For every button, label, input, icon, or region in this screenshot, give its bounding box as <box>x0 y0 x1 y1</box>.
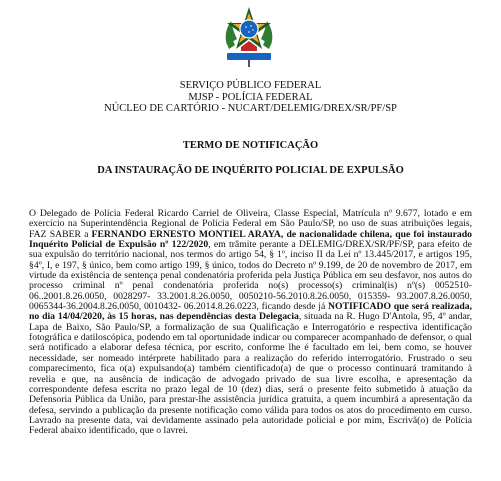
header-line-3: NÚCLEO DE CARTÓRIO - NUCART/DELEMIG/DREX/SR/PF/SP <box>104 103 397 114</box>
body-text <box>29 209 472 437</box>
document-title <box>0 140 501 177</box>
body-part-3: , situada na R. Hugo D'Antola, 95, 4º andar, Lapa de Baixo, São Paulo/SP, a formalização de sua Qualificação e Interrogatório e respectiva identificação fotográfica e datiloscópica, podendo em tal oportunidade indicar ou comparecer acompanhado de defensor, o qual será notificado a elaborar defesa técnica, por escrito, conforme lhe é facultado em lei, bem como, se houver necessidade, ser nomeado intérprete habilitado para a realização do referido interrogatório. Frustrado o seu comparecimento, fica o(a) expulsando(a) também cientificado(a) de que o processo continuará tramitando à revelia e que, na ausência de indicação de advogado privado de sua livre escolha, e apresentação da correspondente defesa escrita no prazo legal de 10 (dez) dias, será o presente feito submetido à atuação da Defensoria Pública da União, para prestar-lhe assistência jurídica gratuita, a quem incumbirá a apresentação da defesa, servindo a publicação da presente notificação como válida para todos os atos do procedimento em curso. Lavrado na presente data, vai devidamente assinado pela autoridade policial e por mim, Escrivã(o) de Polícia Federal abaixo identificado, que o lavrei. <box>29 311 473 437</box>
body-part-2: , em trâmite perante a DELEMIG/DREX/SR/PF/SP, para efeito de sua expulsão do território nacional, nos termos do artigo 54, § 1º, inciso II da Lei nº 13.445/2017, e artigos 195, §4º, I, e 197, § único, bem como artigo 199, § único, todos do Decreto nº 9.199, de 20 de novembro de 2017, em virtude da existência de sentença penal condenatória proferida pela Justiça Pública em seu desfavor, nos autos do processo criminal nº penal condenatória proferida no(s) processo(s) criminal(is) nº(s) 0052510-06..2001.8.26.0050, 0028297- 33.2001.8.26.0050, 0050210-56.2010.8.26.0050, 015359- 93.2007.8.26.0050, 0065344-36.2004.8.26.0050, 0010432- 06.2014.8.26.0223, ficando desde já <box>29 239 472 313</box>
brazil-coat-of-arms <box>219 5 279 69</box>
header <box>0 80 501 115</box>
title-line-1: TERMO DE NOTIFICAÇÃO <box>182 140 319 151</box>
header-line-2: MJSP - POLÍCIA FEDERAL <box>188 91 313 103</box>
body-bold-1: FERNANDO ERNESTO MONTIEL ARAYA, de nacionalidade chilena, que foi instaurado Inquérito Policial de Expulsão nº 122/2020 <box>29 228 473 251</box>
body-bold-2: NOTIFICADO que será realizada, no dia 14/04/2020, às 15 horas, nas dependências desta Delegacia <box>29 301 472 323</box>
header-line-1: SERVIÇO PÚBLICO FEDERAL <box>179 80 322 91</box>
body-part-1: O Delegado de Polícia Federal Ricardo Carriel de Oliveira, Classe Especial, Matrícula nº 9.677, lotado e em exercício na Superintendência Regional de Polícia Federal em São Paulo/SP, no uso de suas atribuições legais, FAZ SABER a <box>29 208 472 240</box>
title-line-2: DA INSTAURAÇÃO DE INQUÉRITO POLICIAL DE EXPULSÃO <box>97 165 404 176</box>
